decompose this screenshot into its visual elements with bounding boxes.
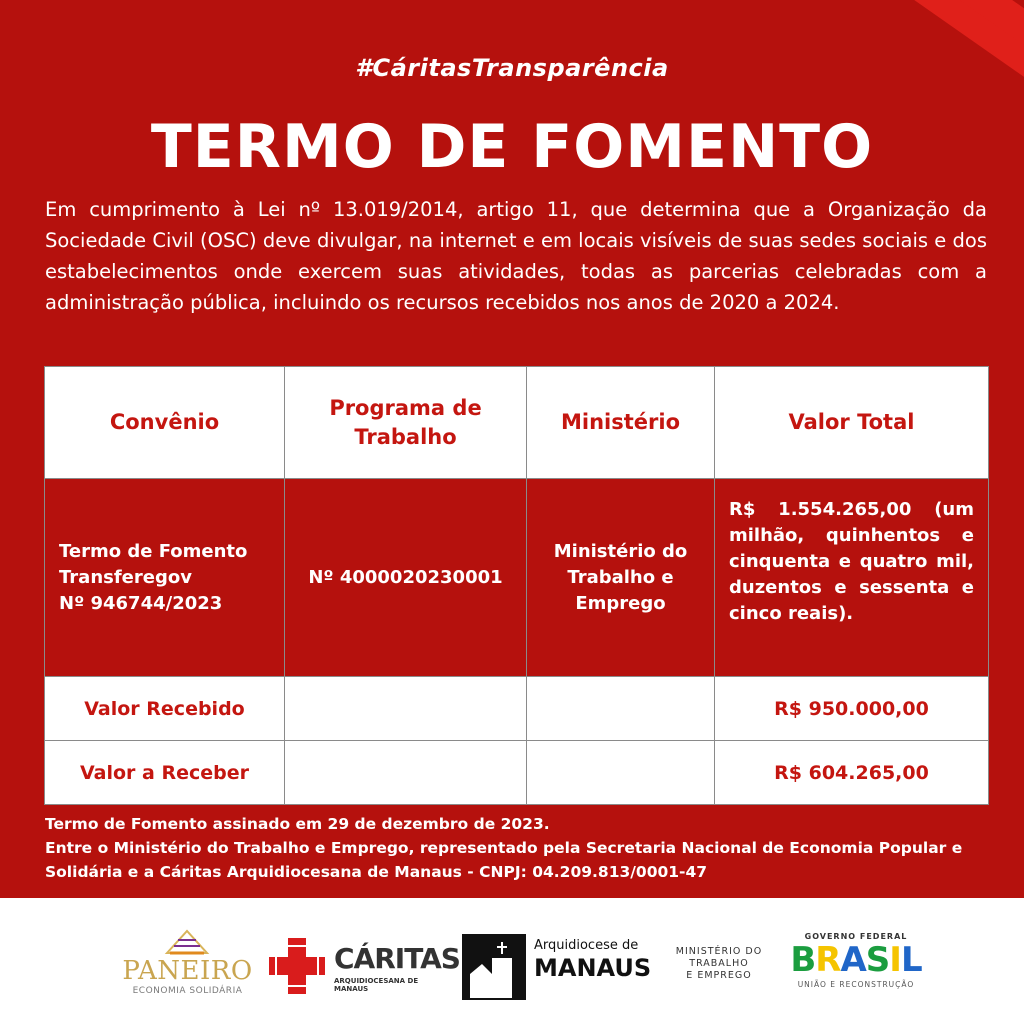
table-header-row bbox=[45, 367, 989, 479]
corner-decoration bbox=[844, 0, 1024, 100]
empty-cell bbox=[527, 677, 715, 741]
governo-federal-logo bbox=[786, 932, 926, 998]
brasil-wordmark: BRASIL bbox=[790, 940, 922, 980]
header-convenio: Convênio bbox=[45, 367, 285, 479]
header-ministerio: Ministério bbox=[527, 367, 715, 479]
valor-recebido-value: R$ 950.000,00 bbox=[715, 677, 989, 741]
logo-bar bbox=[0, 898, 1024, 1024]
caritas-sub: ARQUIDIOCESANA DE MANAUS bbox=[334, 977, 419, 993]
arquidiocese-logo bbox=[462, 934, 652, 1000]
empty-cell bbox=[285, 677, 527, 741]
empty-cell bbox=[285, 741, 527, 805]
governo-federal-label: GOVERNO FEDERAL bbox=[804, 932, 908, 941]
cathedral-icon bbox=[462, 934, 526, 1000]
header-valor-total: Valor Total bbox=[715, 367, 989, 479]
valor-a-receber-row bbox=[45, 741, 989, 805]
empty-cell bbox=[527, 741, 715, 805]
intro-paragraph: Em cumprimento à Lei nº 13.019/2014, artigo 11, que determina que a Organização da Sociedade Civil (OSC) deve divulgar, na internet e em locais visíveis de suas sedes sociais e dos estabelecimentos onde exercem suas atividades, todas as parcerias celebradas com a administração pública, incluindo os recursos recebidos nos anos de 2020 a 2024. bbox=[45, 198, 987, 314]
paneiro-name: PANEIRO bbox=[122, 956, 253, 986]
footnote bbox=[45, 812, 995, 884]
caritas-logo bbox=[266, 936, 460, 996]
header-programa: Programa de Trabalho bbox=[285, 367, 527, 479]
cell-programa: Nº 4000020230001 bbox=[285, 479, 527, 677]
table-row bbox=[45, 479, 989, 677]
cell-convenio: Termo de Fomento Transferegov Nº 946744/2023 bbox=[45, 479, 285, 677]
arquidiocese-label: Arquidiocese de bbox=[534, 938, 639, 953]
cell-ministerio: Ministério do Trabalho e Emprego bbox=[527, 479, 715, 677]
valor-recebido-row bbox=[45, 677, 989, 741]
paneiro-sub: ECONOMIA SOLIDÁRIA bbox=[132, 986, 243, 996]
caritas-name: CÁRITAS bbox=[334, 942, 460, 975]
page-title: TERMO DE FOMENTO bbox=[150, 112, 874, 182]
valor-a-receber-label: Valor a Receber bbox=[45, 741, 285, 805]
valor-recebido-label: Valor Recebido bbox=[45, 677, 285, 741]
footnote-line-2: Entre o Ministério do Trabalho e Emprego, representado pela Secretaria Nacional de Economia Popular e Solidária e a Cáritas Arquidiocesana de Manaus - CNPJ: 04.209.813/0001-47 bbox=[45, 839, 963, 881]
brasil-sub: UNIÃO E RECONSTRUÇÃO bbox=[797, 980, 915, 989]
valor-a-receber-value: R$ 604.265,00 bbox=[715, 741, 989, 805]
cell-valor-total: R$ 1.554.265,00 (um milhão, quinhentos e cinquenta e quatro mil, duzentos e sessenta e cinco reais). bbox=[715, 479, 989, 677]
basket-icon bbox=[162, 928, 212, 958]
caritas-cross-icon bbox=[266, 936, 328, 996]
manaus-label: MANAUS bbox=[534, 954, 652, 982]
footnote-line-1: Termo de Fomento assinado em 29 de dezembro de 2023. bbox=[45, 815, 550, 833]
fomento-table bbox=[44, 366, 989, 805]
hashtag: #CáritasTransparência bbox=[355, 54, 669, 82]
paneiro-logo bbox=[120, 928, 255, 1003]
ministerio-logo: MINISTÉRIO DO TRABALHO E EMPREGO bbox=[675, 946, 763, 981]
